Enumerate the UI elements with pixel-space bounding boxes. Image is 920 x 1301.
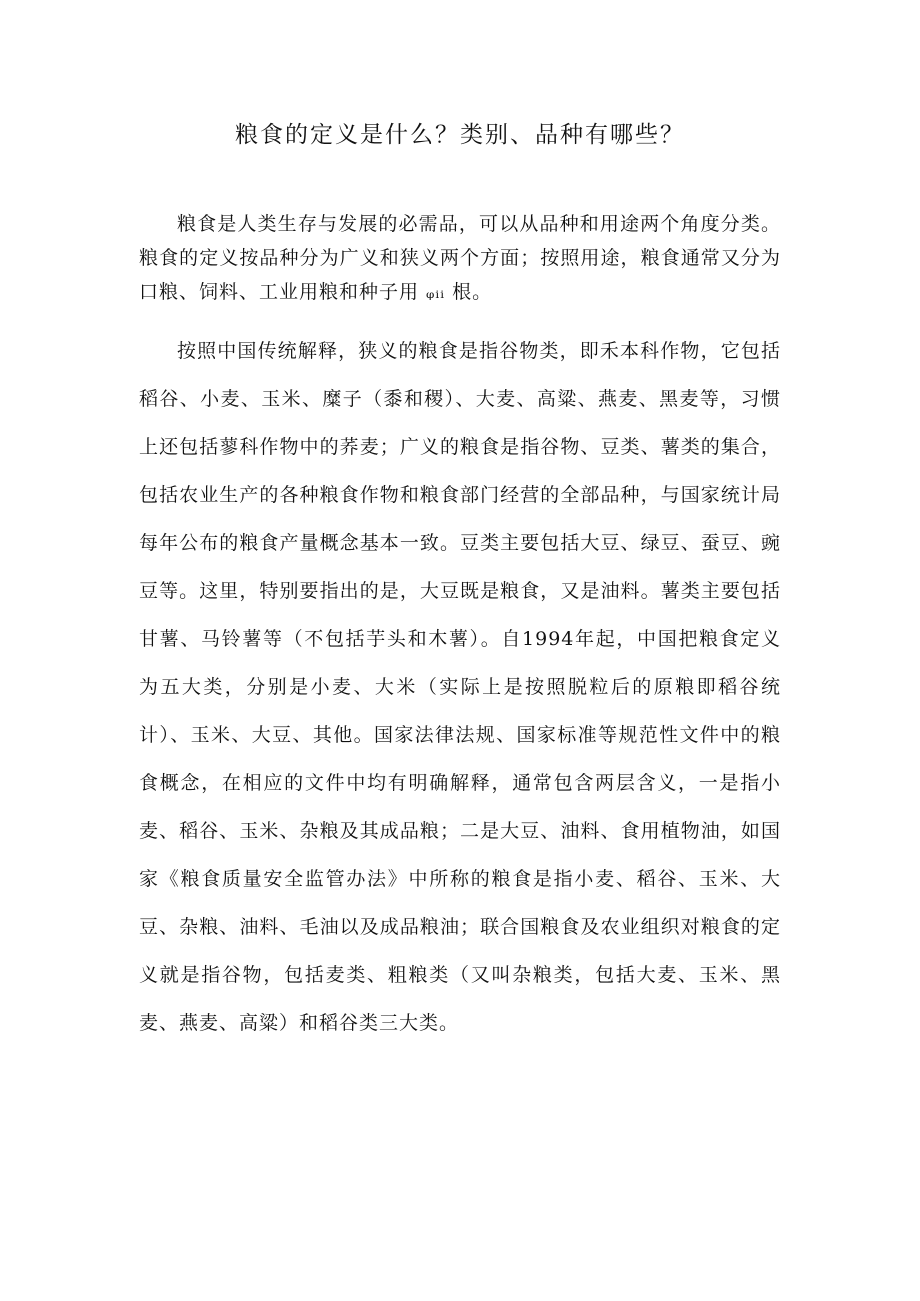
- paragraph-intro: 粮食是人类生存与发展的必需品，可以从品种和用途两个角度分类。粮食的定义按品种分为广义和狭义两个方面；按照用途，粮食通常又分为口粮、饲料、工业用粮和种子用 ᵩᵢᵢ 根。: [139, 213, 781, 303]
- document-title: 粮食的定义是什么？类别、品种有哪些？: [235, 122, 685, 148]
- paragraph-definition: 按照中国传统解释，狭义的粮食是指谷物类，即禾本科作物，它包括稻谷、小麦、玉米、糜子（黍和稷）、大麦、高粱、燕麦、黑麦等，习惯上还包括蓼科作物中的荞麦；广义的粮食是指谷物、豆类、薯类的集合，包括农业生产的各种粮食作物和粮食部门经营的全部品种，与国家统计局每年公布的粮食产量概念基本一致。豆类主要包括大豆、绿豆、蚕豆、豌豆等。这里，特别要指出的是，大豆既是粮食，又是油料。薯类主要包括甘薯、马铃薯等（不包括芋头和木薯）。自1994年起，中国把粮食定义为五大类，分别是小麦、大米（实际上是按照脱粒后的原粮即稻谷统计）、玉米、大豆、其他。国家法律法规、国家标准等规范性文件中的粮食概念，在相应的文件中均有明确解释，通常包含两层含义，一是指小麦、稻谷、玉米、杂粮及其成品粮；二是大豆、油料、食用植物油，如国家《粮食质量安全监管办法》中所称的粮食是指小麦、稻谷、玉米、大豆、杂粮、油料、毛油以及成品粮油；联合国粮食及农业组织对粮食的定义就是指谷物，包括麦类、粗粮类（又叫杂粮类，包括大麦、玉米、黑麦、燕麦、高粱）和稻谷类三大类。: [139, 340, 781, 1034]
